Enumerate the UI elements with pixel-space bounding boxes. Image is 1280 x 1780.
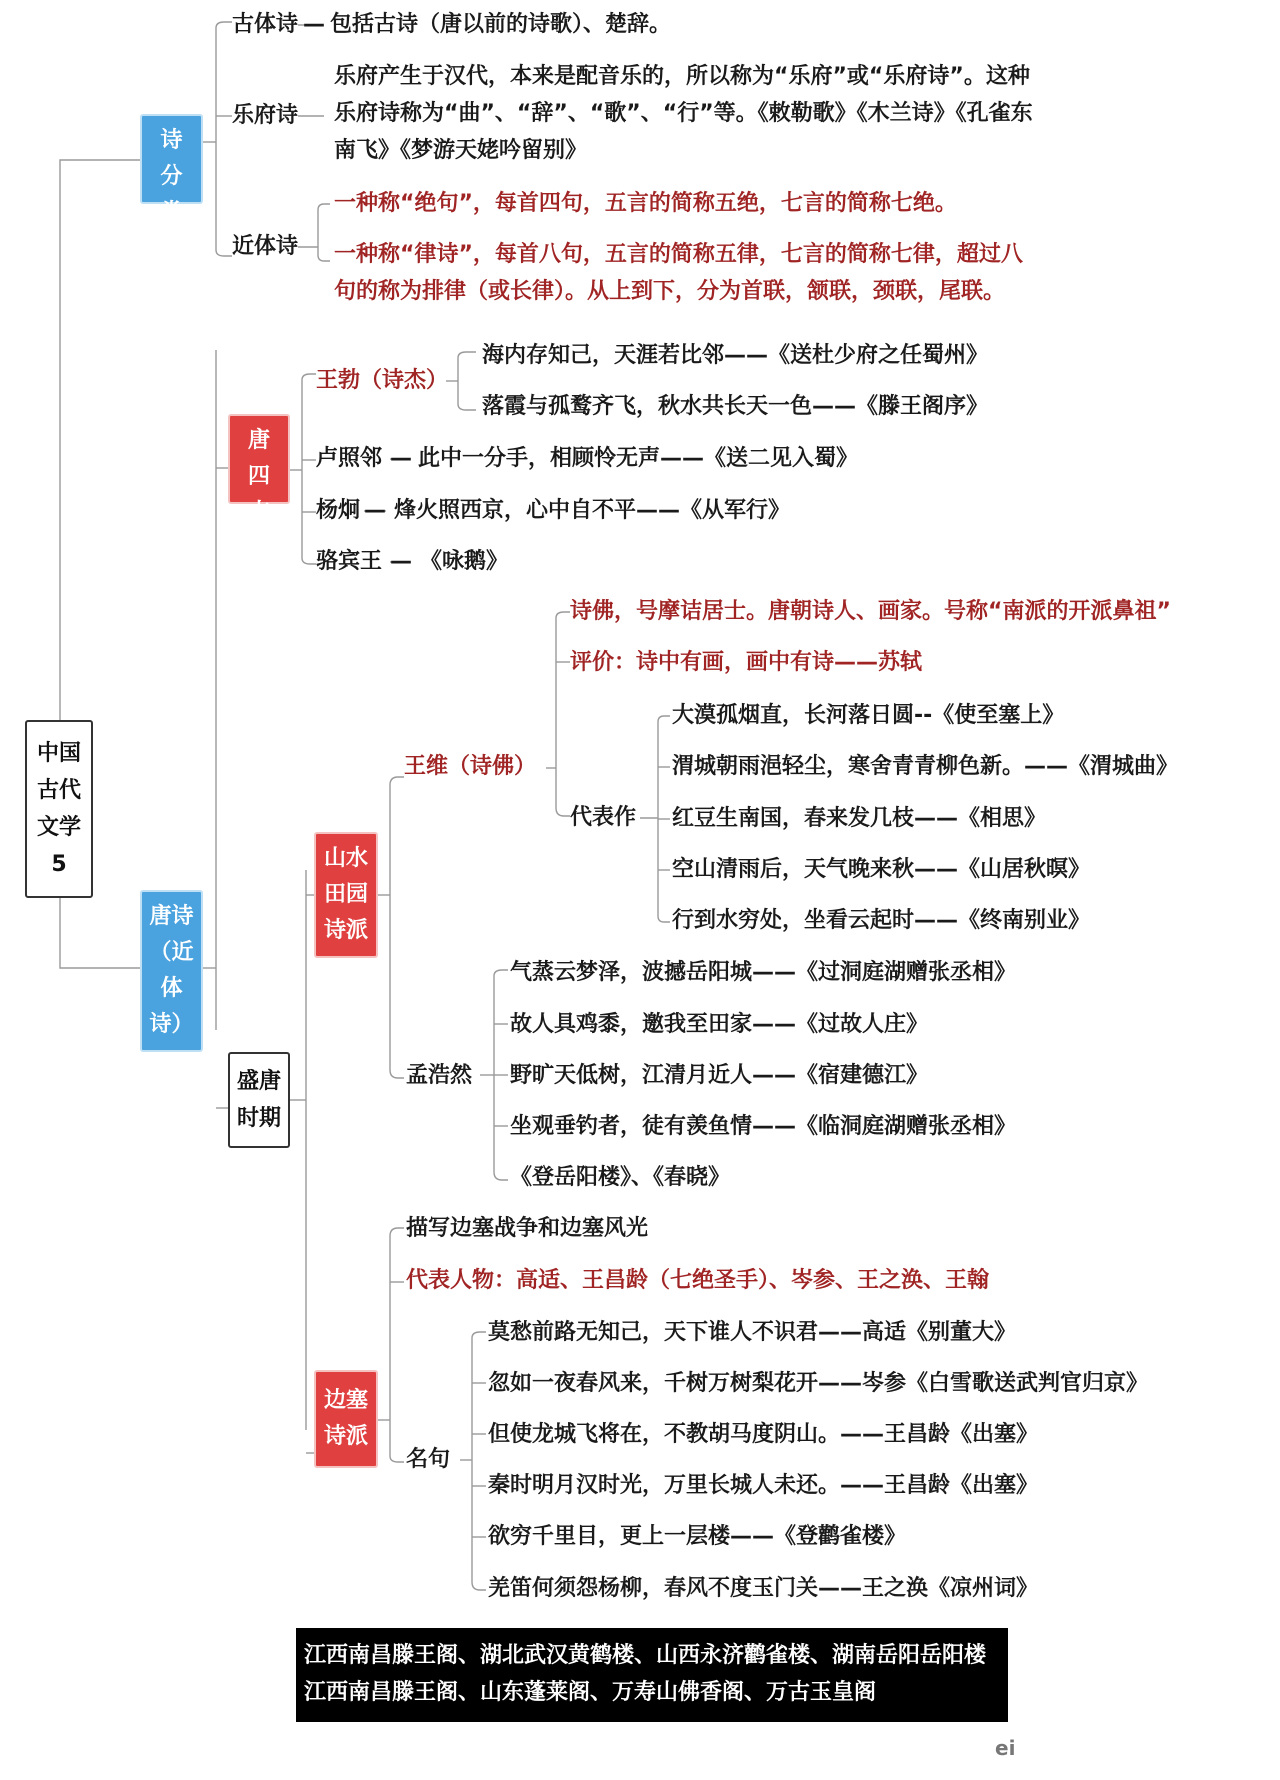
label-wangwei: 王维（诗佛） (404, 754, 537, 779)
dash-luzhaolin: — (390, 446, 412, 471)
wangbo-line-1: 落霞与孤鹜齐飞，秋水共长天一色——《滕王阁序》 (482, 394, 989, 419)
text-luzhaolin: 此中一分手，相顾怜无声——《送二见入蜀》 (418, 446, 859, 471)
menghaoran-work-3: 坐观垂钓者，徒有羡鱼情——《临洞庭湖赠张丞相》 (510, 1114, 1017, 1139)
mingju-0: 莫愁前路无知己，天下谁人不识君——高适《别董大》 (488, 1320, 1017, 1345)
wangwei-intro: 诗佛，号摩诘居士。唐朝诗人、画家。号称“南派的开派鼻祖” (570, 599, 1171, 624)
node-shengtang: 盛唐时期 (228, 1052, 290, 1148)
label-jintishi: 近体诗 (232, 234, 299, 259)
mingju-4: 欲穷千里目，更上一层楼——《登鹳雀楼》 (488, 1524, 907, 1549)
text-jintishi-jueju: 一种称“绝句”，每首四句，五言的简称五绝，七言的简称七绝。 (334, 191, 957, 216)
dash-luobinwang: — (390, 549, 412, 574)
text-gutishi: 包括古诗（唐以前的诗歌）、楚辞。 (330, 12, 672, 37)
wangwei-work-0: 大漠孤烟直，长河落日圆--《使至塞上》 (672, 703, 1065, 728)
text-luobinwang: 《咏鹅》 (420, 549, 509, 574)
node-biansai: 边塞诗派 (314, 1370, 378, 1468)
dash-yangjiong: — (364, 498, 386, 523)
label-yuefushi: 乐府诗 (232, 103, 299, 128)
mingju-5: 羌笛何须怨杨柳，春风不度玉门关——王之涣《凉州词》 (488, 1576, 1039, 1601)
node-chutang-sijie: 初唐四杰 (228, 414, 290, 504)
biansai-desc: 描写边塞战争和边塞风光 (406, 1216, 649, 1241)
text-yangjiong: 烽火照西京，心中自不平——《从军行》 (394, 498, 791, 523)
label-menghaoran: 孟浩然 (406, 1063, 473, 1088)
wangwei-eval: 评价：诗中有画，画中有诗——苏轼 (570, 650, 923, 675)
menghaoran-work-4: 《登岳阳楼》、《春晓》 (510, 1165, 731, 1190)
wangwei-work-1: 渭城朝雨浥轻尘，寒舍青青柳色新。——《渭城曲》 (672, 754, 1179, 779)
mingju-2: 但使龙城飞将在，不教胡马度阴山。——王昌龄《出塞》 (488, 1422, 1039, 1447)
label-yangjiong: 杨炯 (316, 498, 361, 523)
wangwei-work-2: 红豆生南国，春来发几枝——《相思》 (672, 806, 1047, 831)
menghaoran-work-1: 故人具鸡黍，邀我至田家——《过故人庄》 (510, 1012, 929, 1037)
text-yuefushi: 乐府产生于汉代，本来是配音乐的，所以称为“乐府”或“乐府诗”。这种乐府诗称为“曲”、“辞”、“歌”、“行”等。《敕勒歌》《木兰诗》《孔雀东南飞》《梦游天姥吟留别》 (334, 64, 1033, 163)
text-jintishi-lvshi: 一种称“律诗”，每首八句，五言的简称五律，七言的简称七律，超过八句的称为排律（或长律）。从上到下，分为首联，颔联，颈联，尾联。 (334, 242, 1023, 304)
footer-famous-towers: 江西南昌滕王阁、湖北武汉黄鹤楼、山西永济鹳雀楼、湖南岳阳岳阳楼江西南昌滕王阁、山东蓬莱阁、万寿山佛香阁、万古玉皇阁 (296, 1628, 1008, 1722)
mingju-3: 秦时明月汉时光，万里长城人未还。——王昌龄《出塞》 (488, 1473, 1039, 1498)
wangwei-work-4: 行到水穷处，坐看云起时——《终南别业》 (672, 908, 1091, 933)
watermark: ei (995, 1736, 1016, 1760)
label-wangbo: 王勃（诗杰） (316, 368, 449, 393)
node-gushi-fenlei: 古诗分类 (140, 114, 203, 204)
label-luobinwang: 骆宾王 (316, 549, 383, 574)
menghaoran-work-2: 野旷天低树，江清月近人——《宿建德江》 (510, 1063, 929, 1088)
biansai-reps: 代表人物：高适、王昌龄（七绝圣手）、岑参、王之涣、王翰 (406, 1268, 990, 1293)
wangbo-line-0: 海内存知己，天涯若比邻——《送杜少府之任蜀州》 (482, 343, 989, 368)
label-gutishi: 古体诗 (232, 12, 299, 37)
mingju-1: 忽如一夜春风来，千树万树梨花开——岑参《白雪歌送武判官归京》 (488, 1371, 1149, 1396)
menghaoran-work-0: 气蒸云梦泽，波撼岳阳城——《过洞庭湖赠张丞相》 (510, 960, 1017, 985)
label-wangwei-daibiaozuo: 代表作 (570, 805, 637, 830)
wangwei-work-3: 空山清雨后，天气晚来秋——《山居秋暝》 (672, 857, 1091, 882)
dash-gutishi: — (303, 12, 325, 37)
label-luzhaolin: 卢照邻 (316, 446, 383, 471)
node-tangshi: 唐诗（近体诗） (140, 890, 203, 1052)
node-shanshui-tianyuan: 山水田园诗派 (314, 832, 378, 958)
label-mingju: 名句 (406, 1447, 451, 1472)
root-node: 中国古代文学5 (25, 720, 93, 898)
